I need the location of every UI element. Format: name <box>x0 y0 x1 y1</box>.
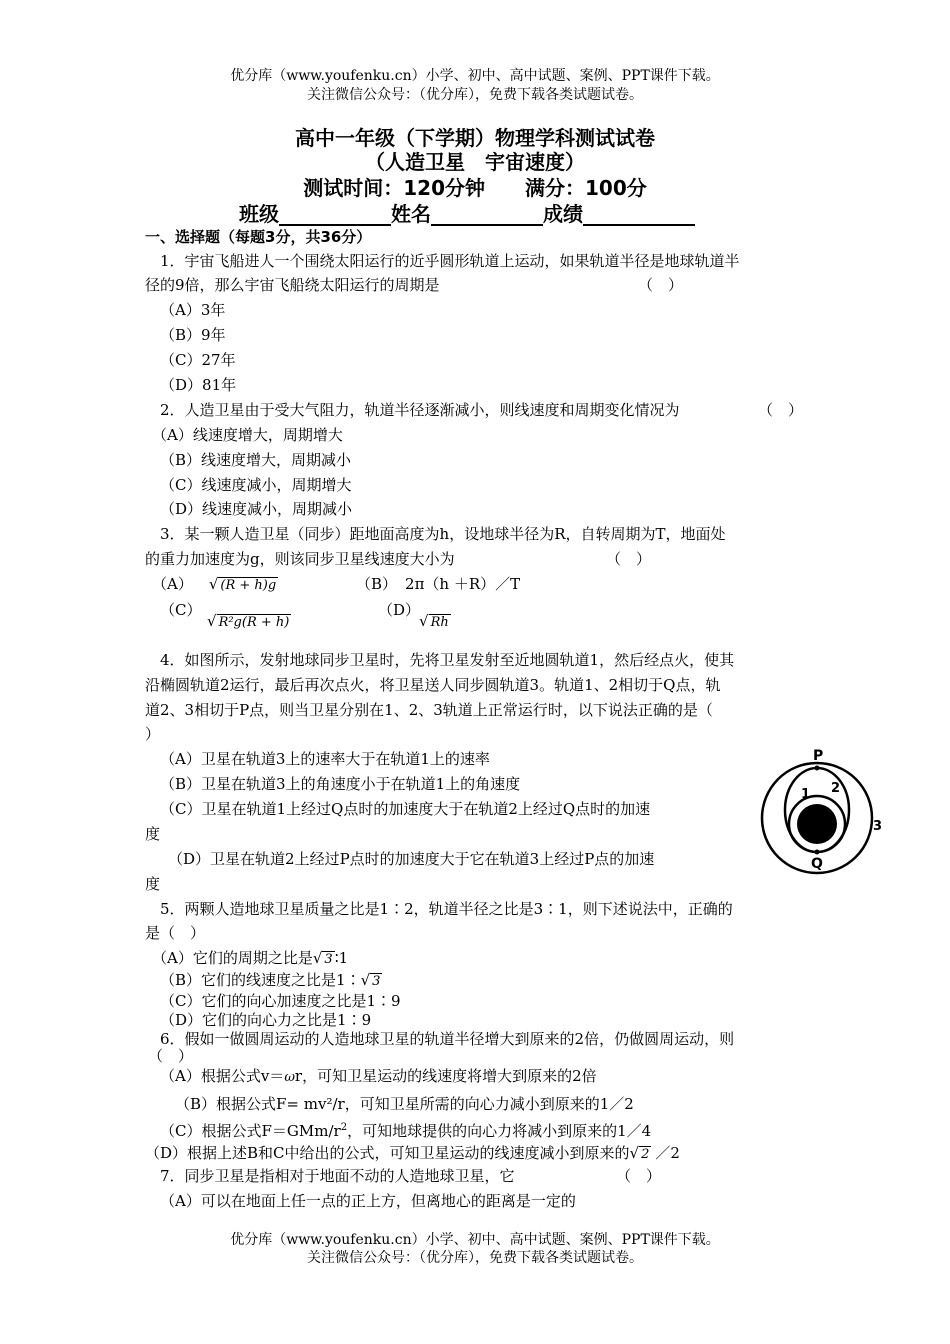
q3-option-b-expr: 2π（h ＋R）／T <box>405 575 521 593</box>
section-heading: 一、选择题（每题3分，共36分） <box>145 228 372 246</box>
q6-option-d: （D）根据上述B和C中给出的公式，可知卫星运动的线速度减小到原来的√ 2 ／2 <box>145 1144 680 1162</box>
q3-option-d-expr: Rh <box>430 615 449 630</box>
q1-option-a: （A）3年 <box>160 301 226 319</box>
q4-option-d-1: （D）卫星在轨道2上经过P点时的加速度大于它在轨道3上经过P点的加速 <box>168 850 655 868</box>
q6-option-a-prefix: （A）根据公式v＝ <box>160 1067 285 1085</box>
q4-option-b: （B）卫星在轨道3上的角速度小于在轨道1上的角速度 <box>160 775 521 793</box>
q3-option-a-expr: (R + h)g <box>220 578 277 593</box>
q3-option-d-label: （D） <box>378 601 421 619</box>
q6-option-b: （B）根据公式F= mv²/r，可知卫星所需的向心力减小到原来的1／2 <box>175 1095 634 1113</box>
q3-option-c-expr: R²g(R + h) <box>218 615 290 630</box>
label-p: P <box>813 748 824 764</box>
q3-option-d: √ Rh <box>419 612 449 630</box>
q5-option-b-text: （B）它们的线速度之比是1∶ <box>160 971 361 989</box>
q4-option-c-2: 度 <box>145 825 161 843</box>
label-orbit-2: 2 <box>831 781 841 796</box>
q5-option-b: （B）它们的线速度之比是1∶√ 3 <box>160 971 381 989</box>
q4-option-a: （A）卫星在轨道3上的速率大于在轨道1上的速率 <box>160 750 490 768</box>
q5-stem-1: 5．两颗人造地球卫星质量之比是1∶2，轨道半径之比是3∶1，则下述说法中，正确的 <box>160 900 733 918</box>
q3-stem-1: 3．某一颗人造卫星（同步）距地面高度为h，设地球半径为R，自转周期为T，地面处 <box>160 525 726 543</box>
q4-option-c-1: （C）卫星在轨道1上经过Q点时的加速度大于在轨道2上经过Q点时的加速 <box>160 800 651 818</box>
point-p-dot <box>815 766 820 771</box>
name-label: 姓名 <box>391 202 431 226</box>
label-orbit-3: 3 <box>873 819 883 834</box>
point-q-dot <box>815 850 820 855</box>
score-blank[interactable] <box>583 204 695 226</box>
q4-stem-3: 道2、3相切于P点，则当卫星分别在1、2、3轨道上正常运行时，以下说法正确的是（ <box>145 701 713 719</box>
q1-answer-paren: （ ） <box>638 276 684 294</box>
q2-answer-paren: （ ） <box>758 401 804 419</box>
q3-option-a: （A） √ (R + h)g <box>152 575 277 593</box>
q6-option-d-suffix: ／2 <box>655 1144 680 1162</box>
class-blank[interactable] <box>279 204 391 226</box>
header-line-1: 优分库（www.youfenku.cn）小学、初中、高中试题、案例、PPT课件下载。 <box>230 68 720 84</box>
q5-option-a-ratio: ∶1 <box>334 949 349 967</box>
orbit-diagram <box>755 740 890 875</box>
q2-option-b: （B）线速度增大，周期减小 <box>160 451 352 469</box>
q6-option-a <box>160 1066 597 1088</box>
page-title: 高中一年级（下学期）物理学科测试试卷 <box>295 126 655 150</box>
q5-option-a-text: （A）它们的周期之比是 <box>152 949 313 967</box>
q1-stem-2: 径的9倍，那么宇宙飞船绕太阳运行的周期是 <box>145 276 440 294</box>
q4-option-d-2: 度 <box>145 875 161 893</box>
q2-stem: 2．人造卫星由于受大气阻力，轨道半径逐渐减小，则线速度和周期变化情况为 <box>160 401 680 419</box>
q6-option-c <box>160 1118 651 1141</box>
test-meta: 测试时间：120分钟 满分：100分 <box>303 176 647 200</box>
q6-option-a-omega: ω <box>284 1070 295 1085</box>
q3-option-b <box>356 574 520 594</box>
name-blank[interactable] <box>431 204 543 226</box>
score-label: 成绩 <box>543 202 583 226</box>
header-line-2: 关注微信公众号：（优分库），免费下载各类试题试卷。 <box>307 87 643 103</box>
q4-stem-1: 4．如图所示，发射地球同步卫星时，先将卫星发射至近地圆轨道1，然后经点火，使其 <box>160 651 735 669</box>
q2-option-a: （A）线速度增大，周期增大 <box>152 426 343 444</box>
q3-option-c: √ R²g(R + h) <box>207 612 290 630</box>
q1-option-c: （C）27年 <box>160 351 236 369</box>
q1-option-b: （B）9年 <box>160 326 226 344</box>
q6-option-d-prefix: （D）根据上述B和C中给出的公式，可知卫星运动的线速度减小到原来的 <box>145 1144 630 1162</box>
q6-option-a-suffix: r，可知卫星运动的线速度将增大到原来的2倍 <box>294 1067 597 1085</box>
earth-disc <box>797 804 837 844</box>
page-subtitle: （人造卫星 宇宙速度） <box>365 150 585 174</box>
label-orbit-1: 1 <box>801 787 811 802</box>
q1-option-d: （D）81年 <box>160 376 237 394</box>
q7-answer-paren: （ ） <box>616 1167 662 1185</box>
q5-option-d: （D）它们的向心力之比是1∶9 <box>160 1011 372 1029</box>
q7-stem: 7．同步卫星是指相对于地面不动的人造地球卫星，它 <box>160 1167 515 1185</box>
q6-option-c-exponent: 2 <box>340 1122 348 1133</box>
q3-option-a-label: （A） <box>152 575 193 593</box>
q6-stem-1: 6．假如一做圆周运动的人造地球卫星的轨道半径增大到原来的2倍，仍做圆周运动，则 <box>160 1030 735 1048</box>
q3-option-b-label: （B） <box>356 575 398 593</box>
class-label: 班级 <box>239 202 279 226</box>
q6-option-d-radicand: 2 <box>641 1147 650 1162</box>
q4-stem-2: 沿椭圆轨道2运行，最后再次点火，将卫星送人同步圆轨道3。轨道1、2相切于Q点，轨 <box>145 676 721 694</box>
label-q: Q <box>811 856 823 872</box>
q6-stem-2: （ ） <box>148 1047 194 1065</box>
q5-option-a-radicand: 3 <box>324 952 333 967</box>
student-info-line <box>0 202 942 226</box>
q2-option-c: （C）线速度减小，周期增大 <box>160 476 352 494</box>
q3-stem-2: 的重力加速度为g，则该同步卫星线速度大小为 <box>145 550 455 568</box>
q1-stem-1: 1．宇宙飞船进人一个围绕太阳运行的近乎圆形轨道上运动，如果轨道半径是地球轨道半 <box>160 252 740 270</box>
q3-option-c-label: （C） <box>160 601 202 619</box>
q6-option-c-prefix: （C）根据公式F＝GMm/r <box>160 1122 341 1140</box>
q6-option-c-suffix: ，可知地球提供的向心力将减小到原来的1／4 <box>347 1122 652 1140</box>
q5-option-c: （C）它们的向心加速度之比是1∶9 <box>160 992 401 1010</box>
footer-line-2: 关注微信公众号：（优分库），免费下载各类试题试卷。 <box>307 1250 643 1266</box>
q7-option-a: （A）可以在地面上任一点的正上方，但离地心的距离是一定的 <box>160 1192 576 1210</box>
q5-option-b-radicand: 3 <box>372 974 381 989</box>
q2-option-d: （D）线速度减小，周期减小 <box>160 500 353 518</box>
q3-answer-paren: （ ） <box>606 550 652 568</box>
q5-option-a: （A）它们的周期之比是√ 3 ∶1 <box>152 949 349 967</box>
q4-stem-4: ） <box>145 725 161 743</box>
footer-line-1: 优分库（www.youfenku.cn）小学、初中、高中试题、案例、PPT课件下载。 <box>230 1232 720 1248</box>
q5-stem-2: 是（ ） <box>145 924 206 942</box>
